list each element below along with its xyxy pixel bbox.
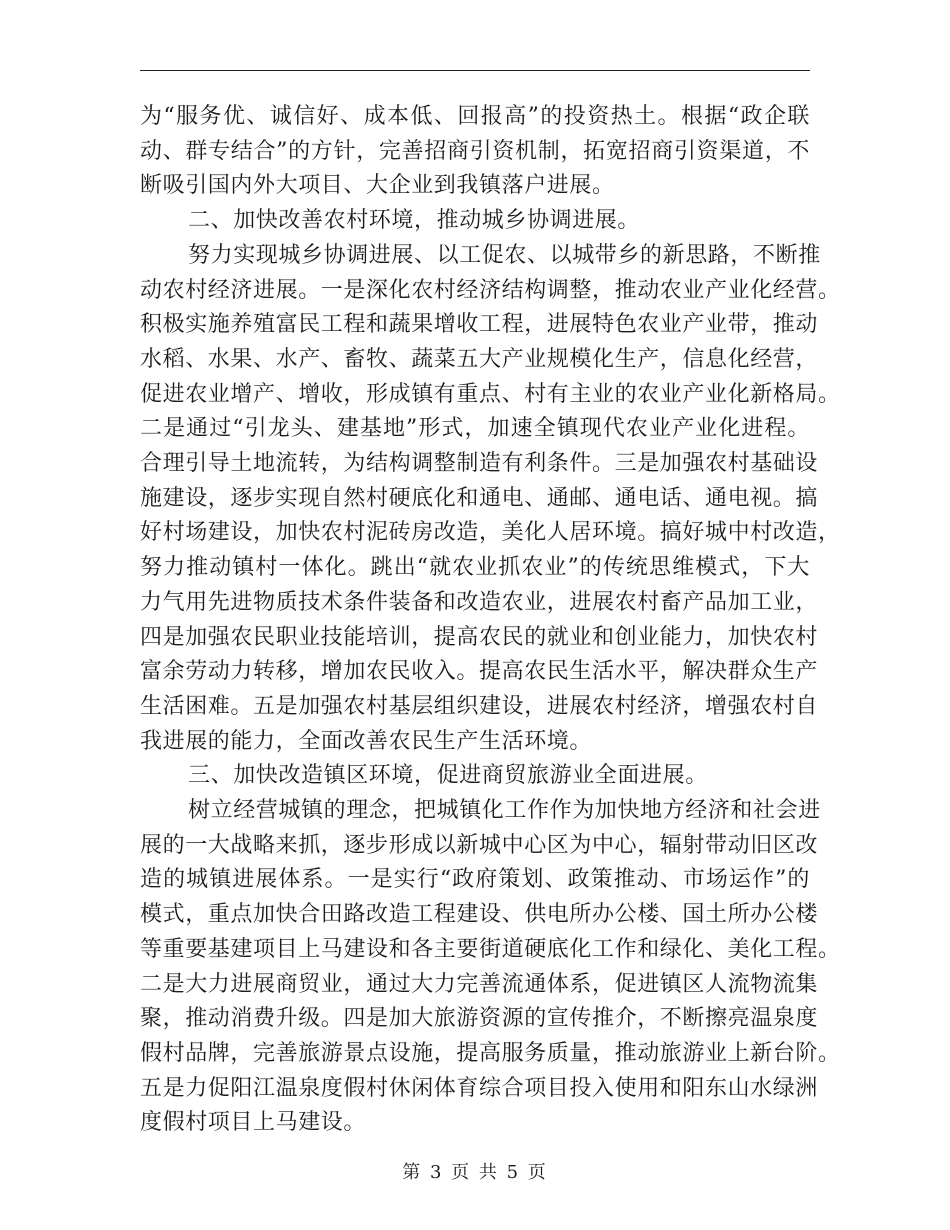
text-line: 度假村项目上马建设。 — [140, 1110, 367, 1136]
section-heading: 二、加快改善农村环境，推动城乡协调进展。 — [188, 208, 641, 234]
text-line: 二是大力进展商贸业，通过大力完善流通体系，促进镇区人流物流集 — [140, 971, 819, 997]
text-line: 二是通过“引龙头、建基地”形式，加速全镇现代农业产业化进程。 — [140, 416, 810, 442]
text-line: 积极实施养殖富民工程和蔬果增收工程，进展特色农业产业带，推动 — [140, 312, 819, 338]
text-line: 富余劳动力转移，增加农民收入。提高农民生活水平，解决群众生产 — [140, 659, 819, 685]
text-line: 造的城镇进展体系。一是实行“政府策划、政策推动、市场运作”的 — [140, 867, 810, 893]
text-line: 假村品牌，完善旅游景点设施，提高服务质量，推动旅游业上新台阶。 — [140, 1040, 841, 1066]
text-line: 模式，重点加快合田路改造工程建设、供电所办公楼、国土所办公楼 — [140, 902, 819, 928]
text-line: 力气用先进物质技术条件装备和改造农业，进展农村畜产品加工业， — [140, 589, 819, 615]
section-heading: 三、加快改造镇区环境，促进商贸旅游业全面进展。 — [188, 763, 708, 789]
text-line: 为“服务优、诚信好、成本低、回报高”的投资热土。根据“政企联 — [140, 104, 810, 129]
text-line: 五是力促阳江温泉度假村休闲体育综合项目投入使用和阳东山水绿洲 — [140, 1075, 819, 1101]
text-line: 合理引导土地流转，为结构调整制造有利条件。三是加强农村基础设 — [140, 451, 819, 476]
text-line: 施建设，逐步实现自然村硬底化和通电、通邮、通电话、通电视。搞 — [140, 485, 819, 511]
text-line: 生活困难。五是加强农村基层组织建设，进展农村经济，增强农村自 — [140, 693, 819, 719]
text-line: 聚，推动消费升级。四是加大旅游资源的宣传推介，不断擦亮温泉度 — [140, 1006, 819, 1032]
text-line: 展的一大战略来抓，逐步形成以新城中心区为中心，辐射带动旧区改 — [140, 832, 819, 858]
text-line: 好村场建设，加快农村泥砖房改造，美化人居环境。搞好城中村改造， — [140, 520, 841, 546]
text-line: 树立经营城镇的理念，把城镇化工作作为加快地方经济和社会进 — [188, 798, 821, 823]
text-line: 动、群专结合”的方针，完善招商引资机制，拓宽招商引资渠道，不 — [140, 138, 810, 164]
page-footer: 第 3 页 共 5 页 — [402, 1162, 548, 1183]
text-line: 水稻、水果、水产、畜牧、蔬菜五大产业规模化生产，信息化经营， — [140, 346, 819, 372]
text-line: 我进展的能力，全面改善农民生产生活环境。 — [140, 728, 593, 754]
text-line: 努力实现城乡协调进展、以工促农、以城带乡的新思路，不断推 — [188, 242, 821, 268]
text-line: 断吸引国内外大项目、大企业到我镇落户进展。 — [140, 173, 615, 199]
header-rule — [140, 70, 810, 71]
text-line: 等重要基建项目上马建设和各主要街道硬底化工作和绿化、美化工程。 — [140, 936, 841, 962]
text-line: 促进农业增产、增收，形成镇有重点、村有主业的农业产业化新格局。 — [140, 381, 841, 407]
text-line: 四是加强农民职业技能培训，提高农民的就业和创业能力，加快农村 — [140, 624, 819, 650]
text-line: 努力推动镇村一体化。跳出“就农业抓农业”的传统思维模式，下大 — [140, 555, 810, 581]
text-line: 动农村经济进展。一是深化农村经济结构调整，推动农业产业化经营。 — [140, 277, 841, 303]
